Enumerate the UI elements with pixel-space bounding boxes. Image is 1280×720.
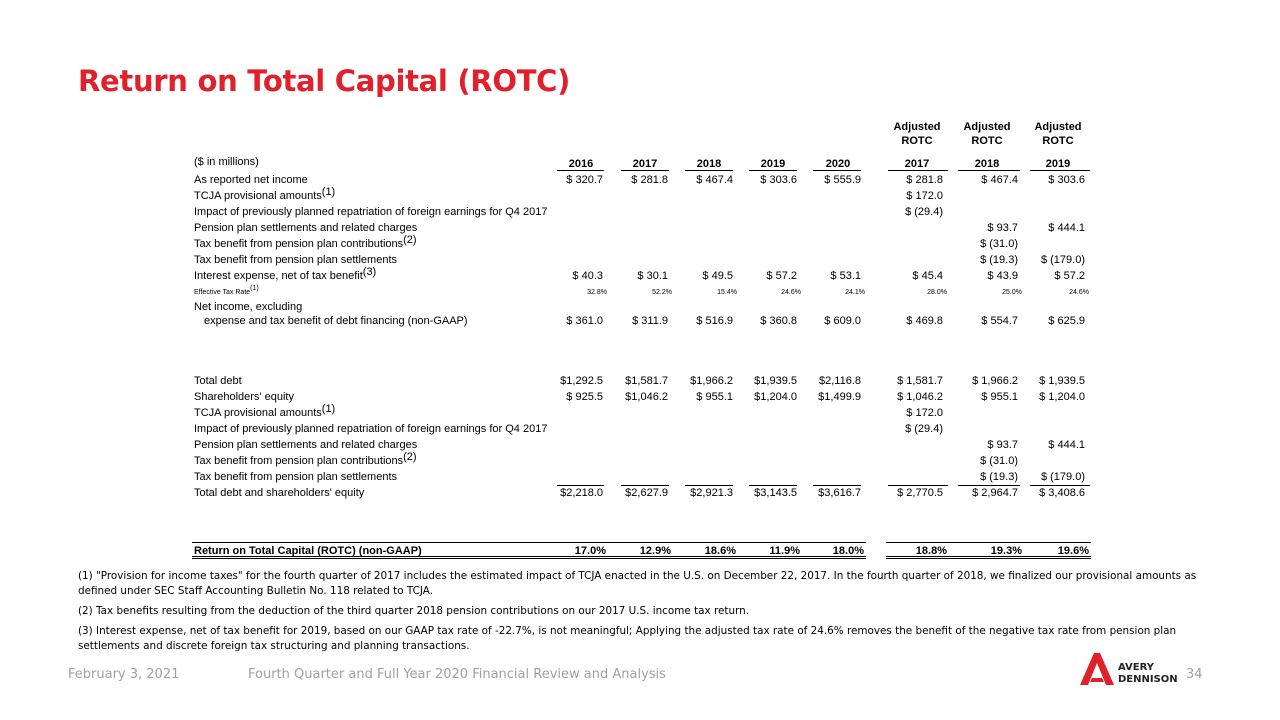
tax-rate-cell: 24.6% xyxy=(781,289,801,296)
footer-caption: Fourth Quarter and Full Year 2020 Financial Review and Analysis xyxy=(248,667,666,682)
value-cell: $3,616.7 xyxy=(818,487,861,499)
value-cell: $3,143.5 xyxy=(754,487,797,499)
value-cell: $1,204.0 xyxy=(754,391,797,403)
value-cell: $ 303.6 xyxy=(760,174,797,186)
adjusted-value-cell: $ 2,770.5 xyxy=(897,487,943,499)
adjusted-value-cell: $ (31.0) xyxy=(980,238,1018,250)
footnote-1: (1) "Provision for income taxes" for the fourth quarter of 2017 includes the estimated impact of TCJA enacted in the U.S. on December 22, 2017. In the fourth quarter of 2018, we finalized our provisional amounts as defined under SEC Staff Accounting Bulletin No. 118 related to TCJA. xyxy=(78,570,1197,597)
adjusted-value-cell: $ 57.2 xyxy=(1054,270,1085,282)
adjusted-header: Adjusted xyxy=(893,121,941,133)
rotc-value: 17.0% xyxy=(574,545,606,557)
tax-rate-cell: 25.0% xyxy=(1002,289,1022,296)
adjusted-value-cell: $ 469.8 xyxy=(906,315,943,327)
value-cell: $ 955.1 xyxy=(696,391,733,403)
row-label: Tax benefit from pension plan settlements xyxy=(194,254,398,266)
avery-dennison-logo xyxy=(1078,651,1188,691)
adjusted-value-cell: $ 1,939.5 xyxy=(1039,375,1085,387)
page-number: 34 xyxy=(1186,667,1203,682)
value-cell: $1,939.5 xyxy=(754,375,797,387)
year-header: 2018 xyxy=(974,158,1000,170)
year-header: 2017 xyxy=(904,158,930,170)
value-cell: $ 555.9 xyxy=(824,174,861,186)
year-header: 2019 xyxy=(760,158,786,170)
adjusted-header: Adjusted xyxy=(963,121,1011,133)
adjusted-value-cell: $ 1,581.7 xyxy=(897,375,943,387)
adjusted-value-cell: $ 444.1 xyxy=(1048,439,1085,451)
value-cell: $ 925.5 xyxy=(566,391,603,403)
adjusted-value-cell: $ (31.0) xyxy=(980,455,1018,467)
adjusted-header: ROTC xyxy=(1042,135,1074,147)
adjusted-value-cell: $ (179.0) xyxy=(1040,254,1085,266)
year-header: 2018 xyxy=(696,158,722,170)
adjusted-value-cell: $ 444.1 xyxy=(1048,222,1085,234)
value-cell: $ 57.2 xyxy=(766,270,797,282)
value-cell: $1,499.9 xyxy=(818,391,861,403)
value-cell: $ 360.8 xyxy=(760,315,797,327)
effective-tax-label: Effective Tax Rate(1) xyxy=(194,285,259,296)
value-cell: $ 40.3 xyxy=(572,270,603,282)
row-label: Impact of previously planned repatriation of foreign earnings for Q4 2017 xyxy=(194,423,548,435)
adjusted-value-cell: $ (29.4) xyxy=(905,423,943,435)
adjusted-value-cell: $ 172.0 xyxy=(906,407,943,419)
adjusted-value-cell: $ 1,966.2 xyxy=(972,375,1018,387)
net-income-label: Net income, excluding xyxy=(194,301,303,313)
value-cell: $2,627.9 xyxy=(625,487,668,499)
value-cell: $1,046.2 xyxy=(625,391,668,403)
adjusted-value-cell: $ 172.0 xyxy=(906,190,943,202)
value-cell: $ 30.1 xyxy=(637,270,668,282)
adjusted-value-cell: $ 467.4 xyxy=(981,174,1018,186)
value-cell: $1,966.2 xyxy=(690,375,733,387)
rotc-label: Return on Total Capital (ROTC) (non-GAAP) xyxy=(194,545,422,557)
adjusted-value-cell: $ 93.7 xyxy=(987,222,1018,234)
value-cell: $ 49.5 xyxy=(702,270,733,282)
adjusted-value-cell: $ 281.8 xyxy=(906,174,943,186)
row-label: TCJA provisional amounts(1) xyxy=(194,403,336,419)
adjusted-value-cell: $ 3,408.6 xyxy=(1039,487,1085,499)
value-cell: $1,581.7 xyxy=(625,375,668,387)
logo-line2: DENNISON xyxy=(1118,674,1178,685)
row-label: Interest expense, net of tax benefit(3) xyxy=(194,266,377,282)
adjusted-value-cell: $ 303.6 xyxy=(1048,174,1085,186)
year-header: 2020 xyxy=(825,158,851,170)
tax-rate-cell: 28.0% xyxy=(927,289,947,296)
row-label: TCJA provisional amounts(1) xyxy=(194,186,336,202)
row-label: Tax benefit from pension plan settlements xyxy=(194,471,398,483)
tax-rate-cell: 24.6% xyxy=(1069,289,1089,296)
rotc-value: 12.9% xyxy=(639,545,671,557)
footnotes xyxy=(78,569,1208,659)
net-income-label: expense and tax benefit of debt financing (non-GAAP) xyxy=(204,315,468,327)
row-label: Total debt and shareholders' equity xyxy=(194,487,365,499)
row-label: Total debt xyxy=(194,375,242,387)
value-cell: $ 53.1 xyxy=(830,270,861,282)
units-label: ($ in millions) xyxy=(194,156,259,168)
logo-line1: AVERY xyxy=(1118,662,1155,673)
rotc-value: 18.6% xyxy=(704,545,736,557)
row-label: Pension plan settlements and related charges xyxy=(194,222,418,234)
rotc-value: 19.3% xyxy=(990,545,1022,557)
value-cell: $ 609.0 xyxy=(824,315,861,327)
adjusted-value-cell: $ 1,204.0 xyxy=(1039,391,1085,403)
adjusted-value-cell: $ (19.3) xyxy=(980,471,1018,483)
rotc-value: 18.0% xyxy=(832,545,864,557)
value-cell: $ 320.7 xyxy=(566,174,603,186)
adjusted-header: Adjusted xyxy=(1034,121,1082,133)
value-cell: $ 281.8 xyxy=(631,174,668,186)
adjusted-value-cell: $ (179.0) xyxy=(1040,471,1085,483)
adjusted-value-cell: $ 554.7 xyxy=(981,315,1018,327)
row-label: Tax benefit from pension plan contributions(2) xyxy=(194,451,417,467)
adjusted-value-cell: $ (29.4) xyxy=(905,206,943,218)
row-label: Shareholders' equity xyxy=(194,391,294,403)
value-cell: $ 361.0 xyxy=(566,315,603,327)
adjusted-value-cell: $ 43.9 xyxy=(987,270,1018,282)
year-header: 2019 xyxy=(1045,158,1071,170)
value-cell: $2,921.3 xyxy=(690,487,733,499)
logo-mark xyxy=(1080,653,1114,685)
value-cell: $2,218.0 xyxy=(560,487,603,499)
footnote-3: (3) Interest expense, net of tax benefit for 2019, based on our GAAP tax rate of -22.7%, is not meaningful; Applying the adjusted tax rate of 24.6% removes the benefit of the negative tax rate from pension plan settlements and discrete foreign tax structuring and planning transactions. xyxy=(78,625,1177,652)
value-cell: $2,116.8 xyxy=(818,375,861,387)
row-label: As reported net income xyxy=(194,174,308,186)
tax-rate-cell: 24.1% xyxy=(845,289,865,296)
rotc-value: 11.9% xyxy=(769,545,800,557)
tax-rate-cell: 52.2% xyxy=(652,289,672,296)
adjusted-value-cell: $ (19.3) xyxy=(980,254,1018,266)
rotc-value: 18.8% xyxy=(915,545,947,557)
row-label: Pension plan settlements and related charges xyxy=(194,439,418,451)
adjusted-value-cell: $ 1,046.2 xyxy=(897,391,943,403)
footer-date: February 3, 2021 xyxy=(68,667,180,682)
page-title: Return on Total Capital (ROTC) xyxy=(78,64,571,98)
adjusted-header: ROTC xyxy=(901,135,933,147)
row-label: Impact of previously planned repatriation of foreign earnings for Q4 2017 xyxy=(194,206,548,218)
value-cell: $1,292.5 xyxy=(560,375,603,387)
tax-rate-cell: 15.4% xyxy=(717,289,737,296)
adjusted-value-cell: $ 93.7 xyxy=(987,439,1018,451)
rotc-value: 19.6% xyxy=(1057,545,1089,557)
tax-rate-cell: 32.8% xyxy=(587,289,607,296)
adjusted-value-cell: $ 45.4 xyxy=(912,270,943,282)
footnote-2: (2) Tax benefits resulting from the deduction of the third quarter 2018 pension contributions on our 2017 U.S. income tax return. xyxy=(78,605,750,617)
adjusted-value-cell: $ 2,964.7 xyxy=(972,487,1018,499)
value-cell: $ 516.9 xyxy=(696,315,733,327)
adjusted-header: ROTC xyxy=(971,135,1003,147)
year-header: 2017 xyxy=(632,158,658,170)
adjusted-value-cell: $ 625.9 xyxy=(1048,315,1085,327)
year-header: 2016 xyxy=(568,158,594,170)
value-cell: $ 467.4 xyxy=(696,174,733,186)
value-cell: $ 311.9 xyxy=(632,315,668,327)
row-label: Tax benefit from pension plan contributions(2) xyxy=(194,234,417,250)
adjusted-value-cell: $ 955.1 xyxy=(981,391,1018,403)
